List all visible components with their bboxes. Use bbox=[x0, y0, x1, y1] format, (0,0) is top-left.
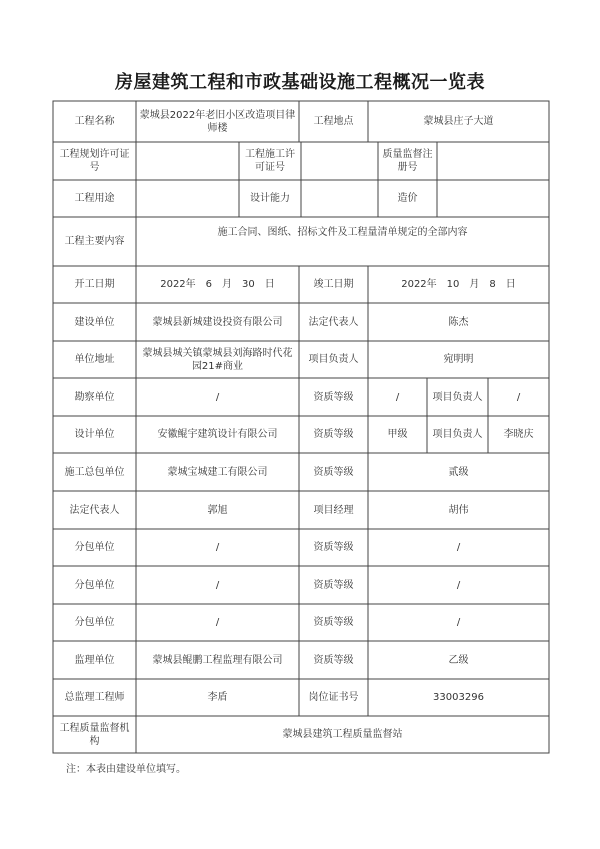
subcontractor-label: 分包单位 bbox=[74, 542, 115, 553]
design-lead-value: 李晓庆 bbox=[503, 429, 534, 440]
chief-supervisor-value: 李盾 bbox=[207, 692, 228, 703]
address-label: 单位地址 bbox=[74, 354, 115, 365]
address-value: 蒙城县城关镇蒙城县刘海路时代花园21#商业 bbox=[142, 347, 293, 372]
design-capacity-label: 设计能力 bbox=[250, 193, 290, 204]
purpose-value bbox=[136, 180, 239, 217]
project-manager-value: 胡伟 bbox=[448, 504, 469, 516]
project-manager-label: 项目经理 bbox=[313, 504, 354, 516]
general-contractor-label: 施工总包单位 bbox=[64, 466, 125, 478]
cert-number-label: 岗位证书号 bbox=[308, 692, 359, 703]
cost-value bbox=[437, 180, 549, 217]
gc-legal-rep-label: 法定代表人 bbox=[69, 504, 120, 516]
cost-label: 造价 bbox=[397, 193, 418, 204]
quality-agency-label: 工程质量监督机构 bbox=[59, 722, 130, 747]
owner-label: 建设单位 bbox=[74, 316, 115, 328]
cert-number-value: 33003296 bbox=[433, 692, 484, 703]
project-name-label: 工程名称 bbox=[74, 116, 115, 127]
subcontractor-qual-label: 资质等级 bbox=[313, 542, 354, 553]
gc-legal-rep-value: 郭旭 bbox=[207, 504, 228, 516]
footnote: 注：本表由建设单位填写。 bbox=[66, 764, 186, 775]
subcontractor-value: / bbox=[215, 617, 220, 628]
design-lead-label: 项目负责人 bbox=[432, 429, 483, 440]
supervisor-unit-label: 监理单位 bbox=[74, 654, 115, 666]
design-qual-value: 甲级 bbox=[387, 429, 408, 440]
supervisor-qual-value: 乙级 bbox=[448, 654, 469, 666]
subcontractor-value: / bbox=[215, 579, 220, 591]
subcontractor-label: 分包单位 bbox=[74, 617, 115, 628]
subcontractor-qual-value: / bbox=[456, 579, 461, 591]
content-value: 施工合同、图纸、招标文件及工程量清单规定的全部内容 bbox=[217, 226, 468, 238]
gc-qual-label: 资质等级 bbox=[313, 466, 354, 478]
end-date-label: 竣工日期 bbox=[313, 279, 354, 290]
content-label: 工程主要内容 bbox=[64, 236, 125, 247]
quality-reg-value bbox=[437, 142, 549, 180]
survey-lead-label: 项目负责人 bbox=[432, 391, 483, 403]
subcontractor-qual-value: / bbox=[456, 542, 461, 553]
site-value: 蒙城县庄子大道 bbox=[423, 116, 494, 127]
page-title: 房屋建筑工程和市政基础设施工程概况一览表 bbox=[115, 72, 485, 93]
project-lead-label: 项目负责人 bbox=[308, 354, 359, 365]
design-qual-label: 资质等级 bbox=[313, 429, 354, 440]
quality-agency-value: 蒙城县建筑工程质量监督站 bbox=[282, 729, 403, 740]
plan-permit-value bbox=[136, 142, 239, 180]
survey-value: / bbox=[215, 391, 220, 403]
chief-supervisor-label: 总监理工程师 bbox=[64, 692, 125, 703]
survey-lead-value: / bbox=[516, 391, 521, 403]
construction-permit-value bbox=[301, 142, 378, 180]
subcontractor-value: / bbox=[215, 542, 220, 553]
design-capacity-value bbox=[301, 180, 378, 217]
project-name-value: 蒙城县2022年老旧小区改造项目律师楼 bbox=[139, 109, 296, 134]
survey-qual-value: / bbox=[395, 391, 400, 403]
design-unit-label: 设计单位 bbox=[74, 429, 115, 440]
general-contractor-value: 蒙城宝城建工有限公司 bbox=[167, 466, 268, 478]
construction-permit-label: 工程施工许可证号 bbox=[245, 149, 295, 173]
design-unit-value: 安徽鲲宇建筑设计有限公司 bbox=[157, 429, 278, 440]
survey-qual-label: 资质等级 bbox=[313, 391, 354, 403]
subcontractor-label: 分包单位 bbox=[74, 579, 115, 591]
subcontractor-qual-value: / bbox=[456, 617, 461, 628]
survey-label: 勘察单位 bbox=[74, 391, 115, 403]
supervisor-unit-value: 蒙城县鲲鹏工程监理有限公司 bbox=[152, 654, 283, 666]
supervisor-qual-label: 资质等级 bbox=[313, 654, 354, 666]
purpose-label: 工程用途 bbox=[74, 193, 115, 204]
project-lead-value: 宛明明 bbox=[443, 354, 474, 365]
legal-rep-value: 陈杰 bbox=[448, 316, 469, 328]
start-date-value: 2022年 6 月 30 日 bbox=[160, 279, 275, 290]
start-date-label: 开工日期 bbox=[74, 279, 115, 290]
subcontractor-qual-label: 资质等级 bbox=[313, 579, 354, 591]
plan-permit-label: 工程规划许可证号 bbox=[59, 149, 130, 173]
quality-reg-label: 质量监督注册号 bbox=[382, 149, 433, 173]
subcontractor-qual-label: 资质等级 bbox=[313, 617, 354, 628]
end-date-value: 2022年 10 月 8 日 bbox=[401, 279, 516, 290]
owner-value: 蒙城县新城建设投资有限公司 bbox=[152, 316, 283, 328]
gc-qual-value: 贰级 bbox=[448, 466, 469, 478]
legal-rep-label: 法定代表人 bbox=[308, 316, 359, 328]
site-label: 工程地点 bbox=[313, 116, 354, 127]
